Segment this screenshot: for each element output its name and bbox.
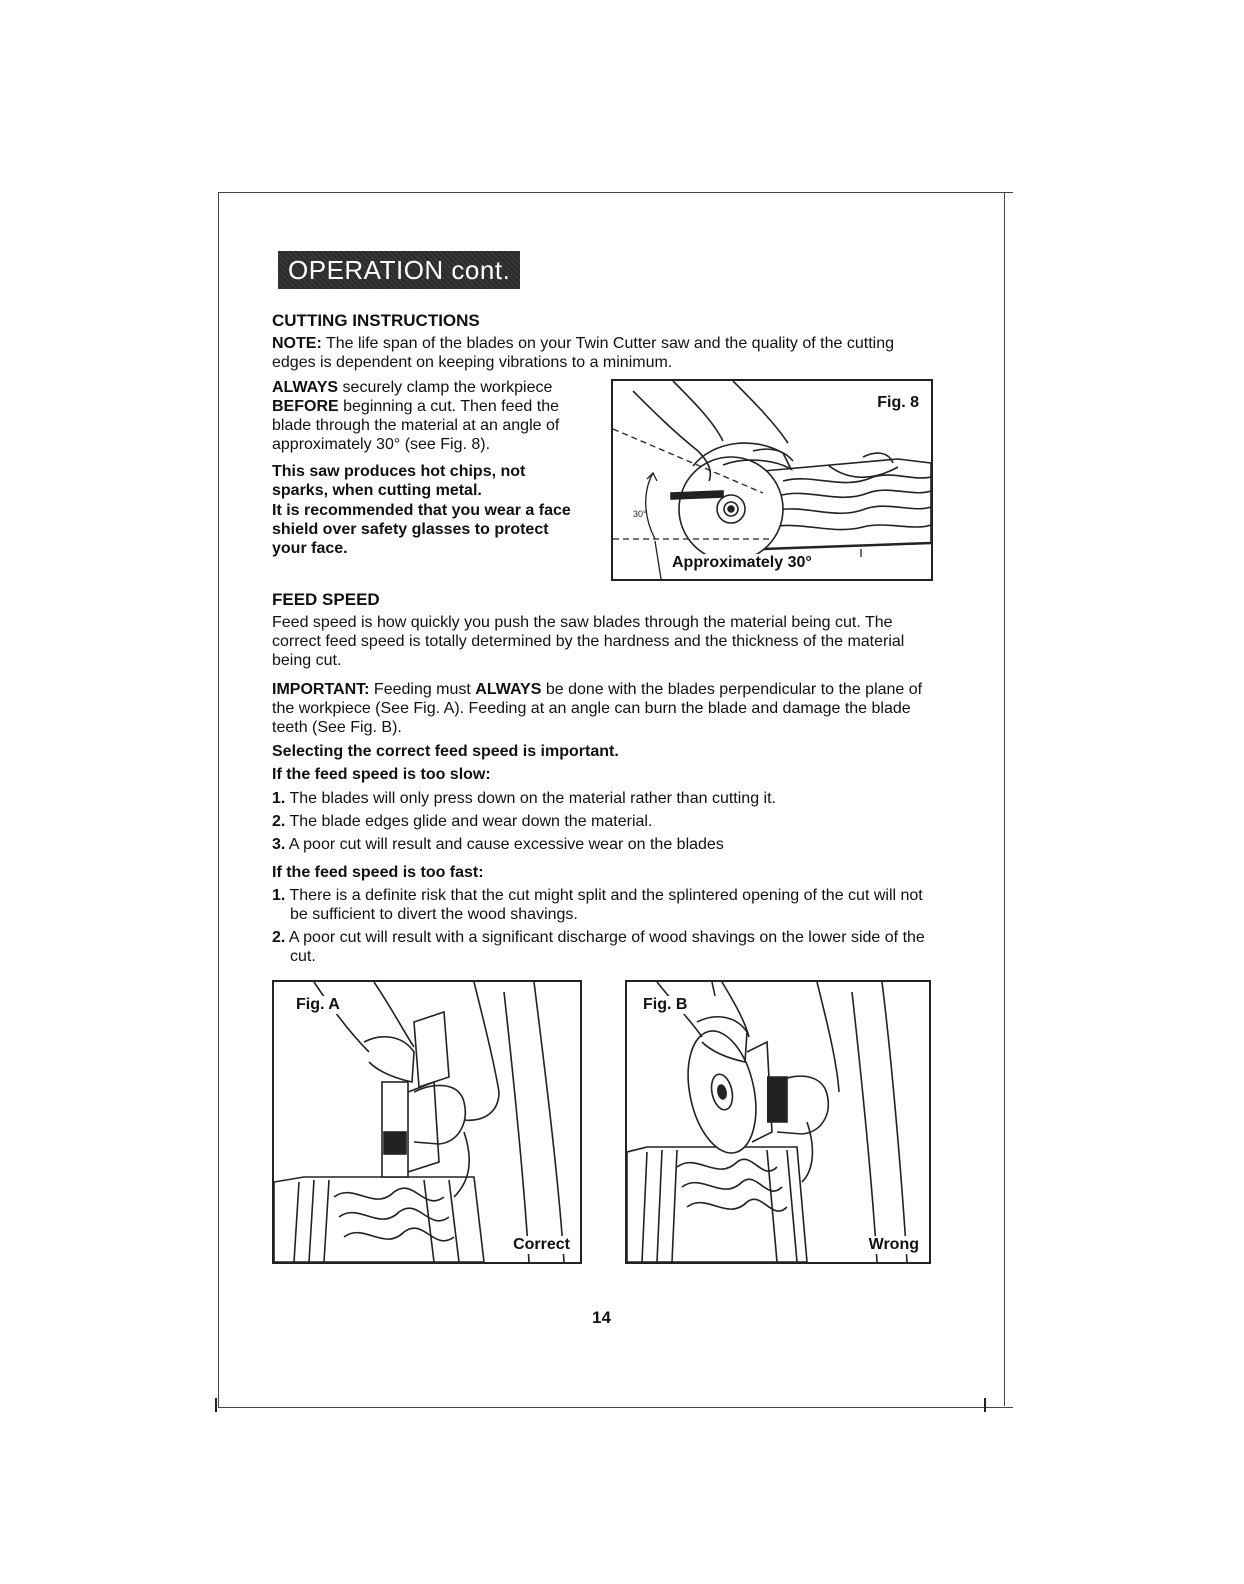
crop-mark-left [215,1398,217,1412]
section-banner: OPERATION cont. [278,251,520,289]
too-slow-heading: If the feed speed is too slow: [272,766,491,783]
figure-8 [611,379,933,581]
note-text: The life span of the blades on your Twin Cutter saw and the quality of the cutting edges is dependent on keeping vibrations to a minimum. [272,335,894,371]
too-slow-list [272,789,932,854]
crop-mark-right [984,1398,986,1412]
figure-b-caption: Wrong [868,1236,919,1253]
figure-a-caption: Correct [513,1236,570,1253]
face-shield-warning: It is recommended that you wear a face shield over safety glasses to protect your face. [272,502,571,557]
too-fast-heading: If the feed speed is too fast: [272,864,484,881]
list-item: 1. The blades will only press down on the material rather than cutting it. [272,790,776,807]
selecting-feed-speed: Selecting the correct feed speed is important. [272,743,619,760]
clamp-paragraph [272,378,590,454]
list-item: 2. A poor cut will result with a significant discharge of wood shavings on the lower side of the cut. [272,929,925,965]
figure-8-label: Fig. 8 [877,394,919,411]
figure-b-label: Fig. B [643,996,688,1013]
page-frame-right-edge [1004,192,1005,1406]
figure-a [272,980,582,1264]
always-label: ALWAYS [272,379,339,396]
feed-speed-heading: FEED SPEED [272,590,380,609]
cutting-heading: CUTTING INSTRUCTIONS [272,311,480,330]
list-item: 2. The blade edges glide and wear down the material. [272,813,653,830]
note-paragraph [272,334,922,372]
figure-b-illustration [627,982,929,1262]
before-label: BEFORE [272,398,339,415]
page-number: 14 [592,1308,611,1327]
important-text-2: be done with the blades perpendicular to the plane of the workpiece (See Fig. A). Feeding at an angle can burn the blade and damage the blade teeth (See Fig. B). [272,681,923,736]
too-fast-list [272,886,932,966]
list-item: 3. A poor cut will result and cause excessive wear on the blades [272,836,724,853]
figure-a-label: Fig. A [296,996,340,1013]
always-text: securely clamp the workpiece [338,379,553,396]
important-paragraph [272,680,932,737]
list-item: 1. There is a definite risk that the cut might split and the splintered opening of the cut will not be sufficient to divert the wood shavings. [272,887,923,923]
important-label: IMPORTANT: [272,681,370,698]
before-text: beginning a cut. Then feed the blade through the material at an angle of approximately 30° (see Fig. 8). [272,398,560,453]
note-label: NOTE: [272,335,322,352]
figure-8-caption: Approximately 30° [672,554,812,571]
hot-chips-warning: This saw produces hot chips, not sparks, when cutting metal. [272,463,526,499]
important-text-1: Feeding must [369,681,476,698]
figure-b [625,980,931,1264]
figure-8-angle-label: 30° [633,509,647,519]
feed-speed-intro: Feed speed is how quickly you push the saw blades through the material being cut. The correct feed speed is totally determined by the hardness and the thickness of the material being cut. [272,614,905,669]
important-always: ALWAYS [475,681,542,698]
figure-a-illustration [274,982,580,1262]
